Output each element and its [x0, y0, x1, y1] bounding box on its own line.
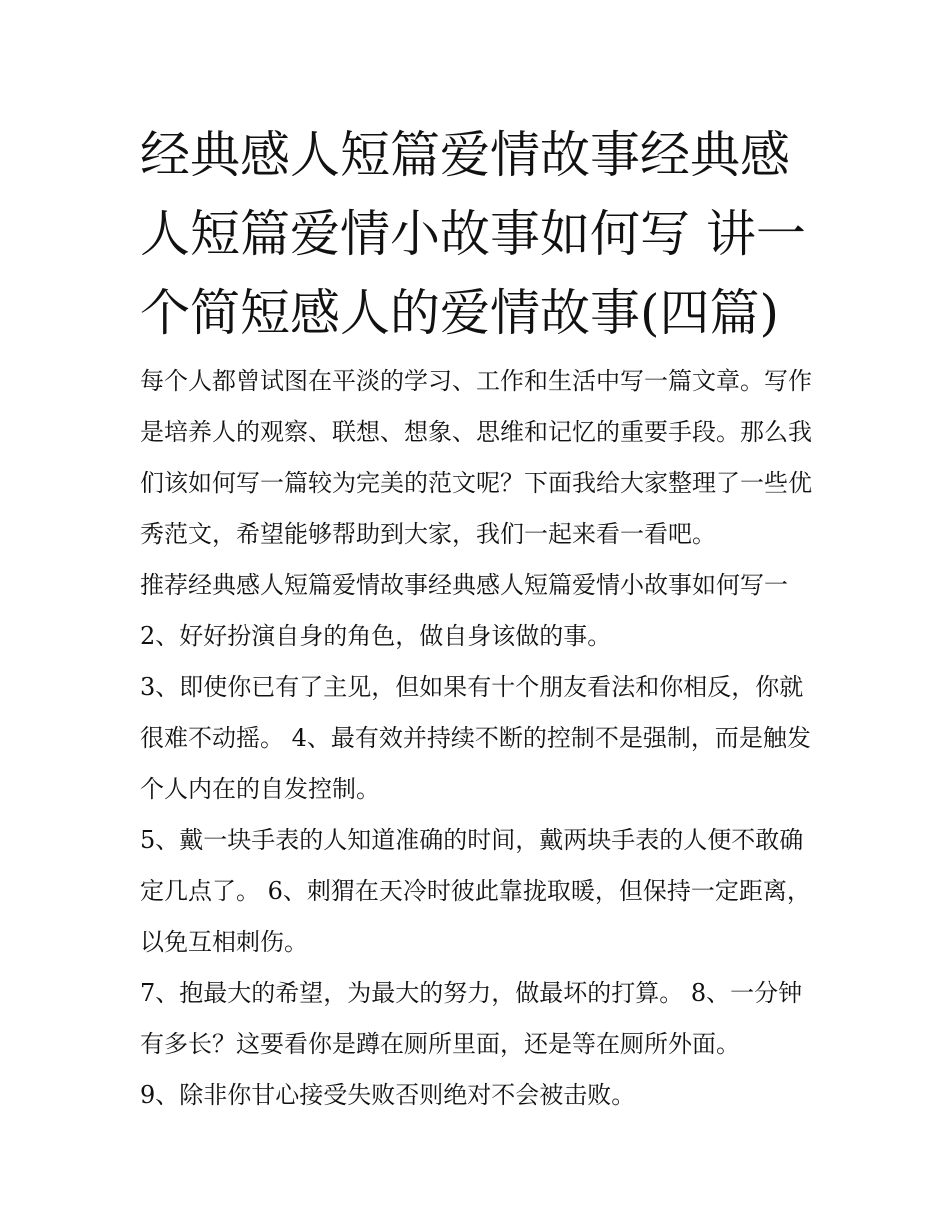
paragraph-item-5-6: 5、戴一块手表的人知道准确的时间，戴两块手表的人便不敢确定几点了。 6、刺猬在天冷时彼此靠拢取暖，但保持一定距离，以免互相刺伤。 — [140, 826, 811, 956]
document-body — [140, 356, 820, 1121]
paragraph-recommend: 推荐经典感人短篇爱情故事经典感人短篇爱情小故事如何写一 — [140, 571, 788, 599]
document-title: 经典感人短篇爱情故事经典感人短篇爱情小故事如何写 讲一个简短感人的爱情故事(四篇) — [140, 126, 806, 342]
paragraph-item-7-8: 7、抱最大的希望，为最大的努力，做最坏的打算。 8、一分钟有多长？这要看你是蹲在厕所里面，还是等在厕所外面。 — [140, 979, 803, 1058]
paragraph-intro: 每个人都曾试图在平淡的学习、工作和生活中写一篇文章。写作是培养人的观察、联想、想象、思维和记忆的重要手段。那么我们该如何写一篇较为完美的范文呢？下面我给大家整理了一些优秀范文，希望能够帮助到大家，我们一起来看一看吧。 — [140, 367, 812, 548]
paragraph-item-9: 9、除非你甘心接受失败否则绝对不会被击败。 — [140, 1081, 636, 1109]
paragraph-item-3-4: 3、即使你已有了主见，但如果有十个朋友看法和你相反，你就很难不动摇。 4、最有效并持续不断的控制不是强制，而是触发个人内在的自发控制。 — [140, 673, 811, 803]
paragraph-item-2: 2、好好扮演自身的角色，做自身该做的事。 — [140, 622, 612, 650]
